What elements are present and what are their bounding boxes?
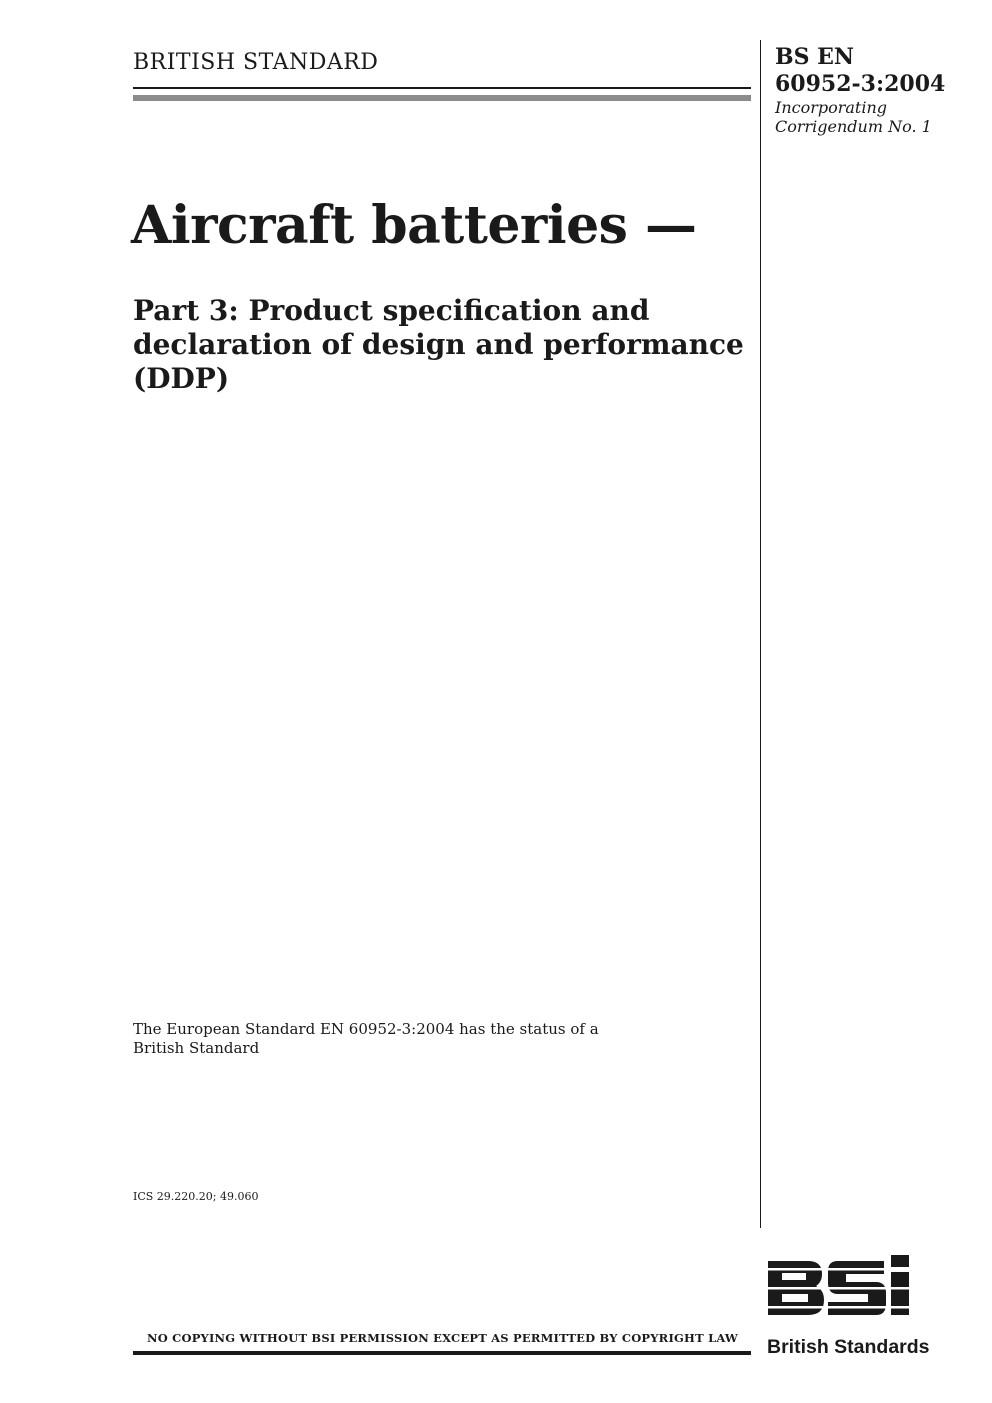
column-divider — [760, 40, 761, 1228]
corrigendum-line1: Incorporating — [775, 98, 888, 117]
header-rule-thin — [133, 87, 751, 89]
header-rule-grey — [133, 95, 751, 101]
subtitle-line3: (DDP) — [133, 362, 230, 395]
bsi-caption: British Standards — [767, 1336, 930, 1358]
document-subtitle — [133, 294, 753, 396]
bsi-logo — [766, 1255, 944, 1360]
footer-rule — [133, 1351, 751, 1355]
status-line2: British Standard — [133, 1039, 260, 1057]
standard-number-line2: 60952-3:2004 — [775, 71, 946, 97]
header-label: BRITISH STANDARD — [133, 50, 379, 75]
status-statement — [133, 1020, 633, 1058]
copyright-notice: NO COPYING WITHOUT BSI PERMISSION EXCEPT AS PERMITTED BY COPYRIGHT LAW — [147, 1331, 739, 1345]
standard-number-line1: BS EN — [775, 44, 855, 70]
subtitle-line1: Part 3: Product specification and — [133, 294, 650, 327]
document-title: Aircraft batteries — — [131, 195, 697, 256]
corrigendum-note — [775, 98, 932, 136]
status-line1: The European Standard EN 60952-3:2004 has the status of a — [133, 1020, 599, 1038]
ics-code: ICS 29.220.20; 49.060 — [133, 1190, 259, 1203]
bsi-mark-icon — [766, 1255, 944, 1315]
standard-number — [775, 44, 945, 98]
corrigendum-line2: Corrigendum No. 1 — [775, 117, 932, 136]
subtitle-line2: declaration of design and performance — [133, 328, 744, 361]
